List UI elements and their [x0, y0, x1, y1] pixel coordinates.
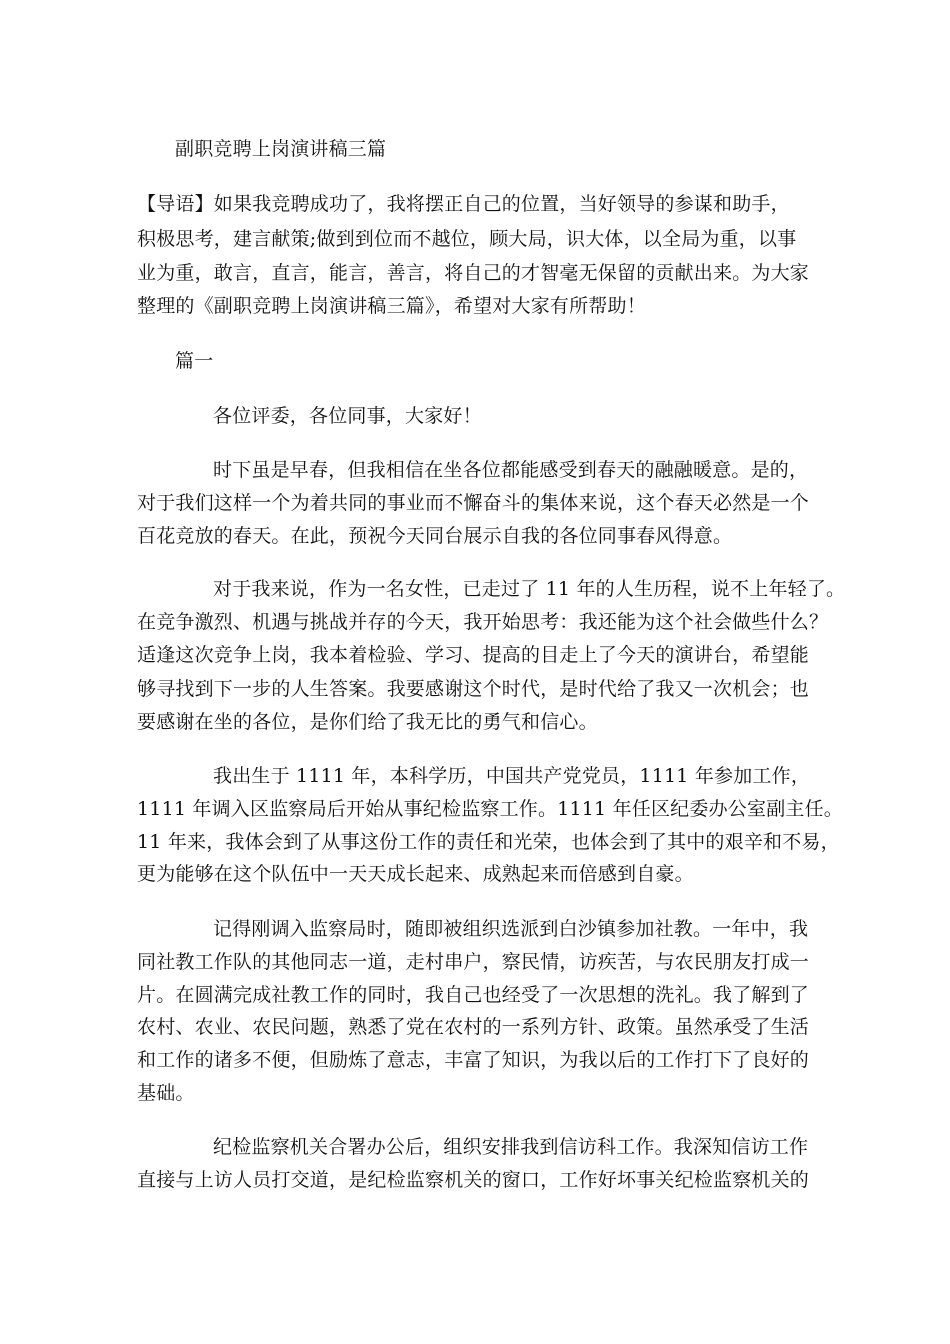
paragraph-line: 1111 年调入区监察局后开始从事纪检监察工作。1111 年任区纪委办公室副主任。 — [137, 798, 843, 820]
paragraph-line: 够寻找到下一步的人生答案。我要感谢这个时代，是时代给了我又一次机会；也 — [137, 678, 810, 700]
document-title: 副职竞聘上岗演讲稿三篇 — [175, 138, 387, 160]
paragraph-line: 记得刚调入监察局时，随即被组织选派到白沙镇参加社教。一年中，我 — [213, 918, 809, 940]
paragraph-line: 和工作的诸多不便，但励炼了意志，丰富了知识，为我以后的工作打下了良好的 — [137, 1049, 810, 1071]
intro-line: 整理的《副职竞聘上岗演讲稿三篇》，希望对大家有所帮助！ — [137, 295, 646, 317]
paragraph-line: 对于我来说，作为一名女性，已走过了 11 年的人生历程，说不上年轻了。 — [213, 578, 846, 600]
paragraph-line: 更为能够在这个队伍中一天天成长起来、成熟起来而倍感到自豪。 — [137, 863, 694, 885]
paragraph-line: 要感谢在坐的各位，是你们给了我无比的勇气和信心。 — [137, 711, 598, 733]
intro-line: 业为重，敢言，直言，能言，善言，将自己的才智毫无保留的贡献出来。为大家 — [137, 262, 810, 284]
paragraph-line: 片。在圆满完成社教工作的同时，我自己也经受了一次思想的洗礼。我了解到了 — [137, 984, 810, 1006]
paragraph-line: 11 年来，我体会到了从事这份工作的责任和光荣，也体会到了其中的艰辛和不易， — [137, 831, 840, 853]
paragraph-line: 直接与上访人员打交道，是纪检监察机关的窗口，工作好坏事关纪检监察机关的 — [137, 1169, 810, 1191]
paragraph-line: 同社教工作队的其他同志一道，走村串户，察民情，访疾苦，与农民朋友打成一 — [137, 951, 810, 973]
paragraph-line: 纪检监察机关合署办公后，组织安排我到信访科工作。我深知信访工作 — [213, 1136, 809, 1158]
intro-line: 积极思考，建言献策;做到到位而不越位，顾大局，识大体，以全局为重，以事 — [137, 228, 797, 250]
intro-line: 【导语】如果我竞聘成功了，我将摆正自己的位置，当好领导的参谋和助手， — [137, 193, 790, 215]
paragraph-line: 农村、农业、农民问题，熟悉了党在农村的一系列方针、政策。虽然承受了生活 — [137, 1016, 810, 1038]
paragraph-line: 基础。 — [137, 1082, 195, 1104]
paragraph-line: 适逢这次竞争上岗，我本着检验、学习、提高的目走上了今天的演讲台，希望能 — [137, 644, 810, 666]
section-heading: 篇一 — [175, 350, 214, 372]
paragraph-line: 在竞争激烈、机遇与挑战并存的今天，我开始思考：我还能为这个社会做些什么？ — [137, 611, 829, 633]
paragraph-line: 对于我们这样一个为着共同的事业而不懈奋斗的集体来说，这个春天必然是一个 — [137, 492, 810, 514]
paragraph-line: 百花竞放的春天。在此，预祝今天同台展示自我的各位同事春风得意。 — [137, 525, 733, 547]
greeting-line: 各位评委，各位同事，大家好！ — [213, 405, 482, 427]
paragraph-line: 我出生于 1111 年，本科学历，中国共产党党员，1111 年参加工作， — [213, 765, 811, 787]
paragraph-line: 时下虽是早春，但我相信在坐各位都能感受到春天的融融暖意。是的， — [213, 459, 809, 481]
